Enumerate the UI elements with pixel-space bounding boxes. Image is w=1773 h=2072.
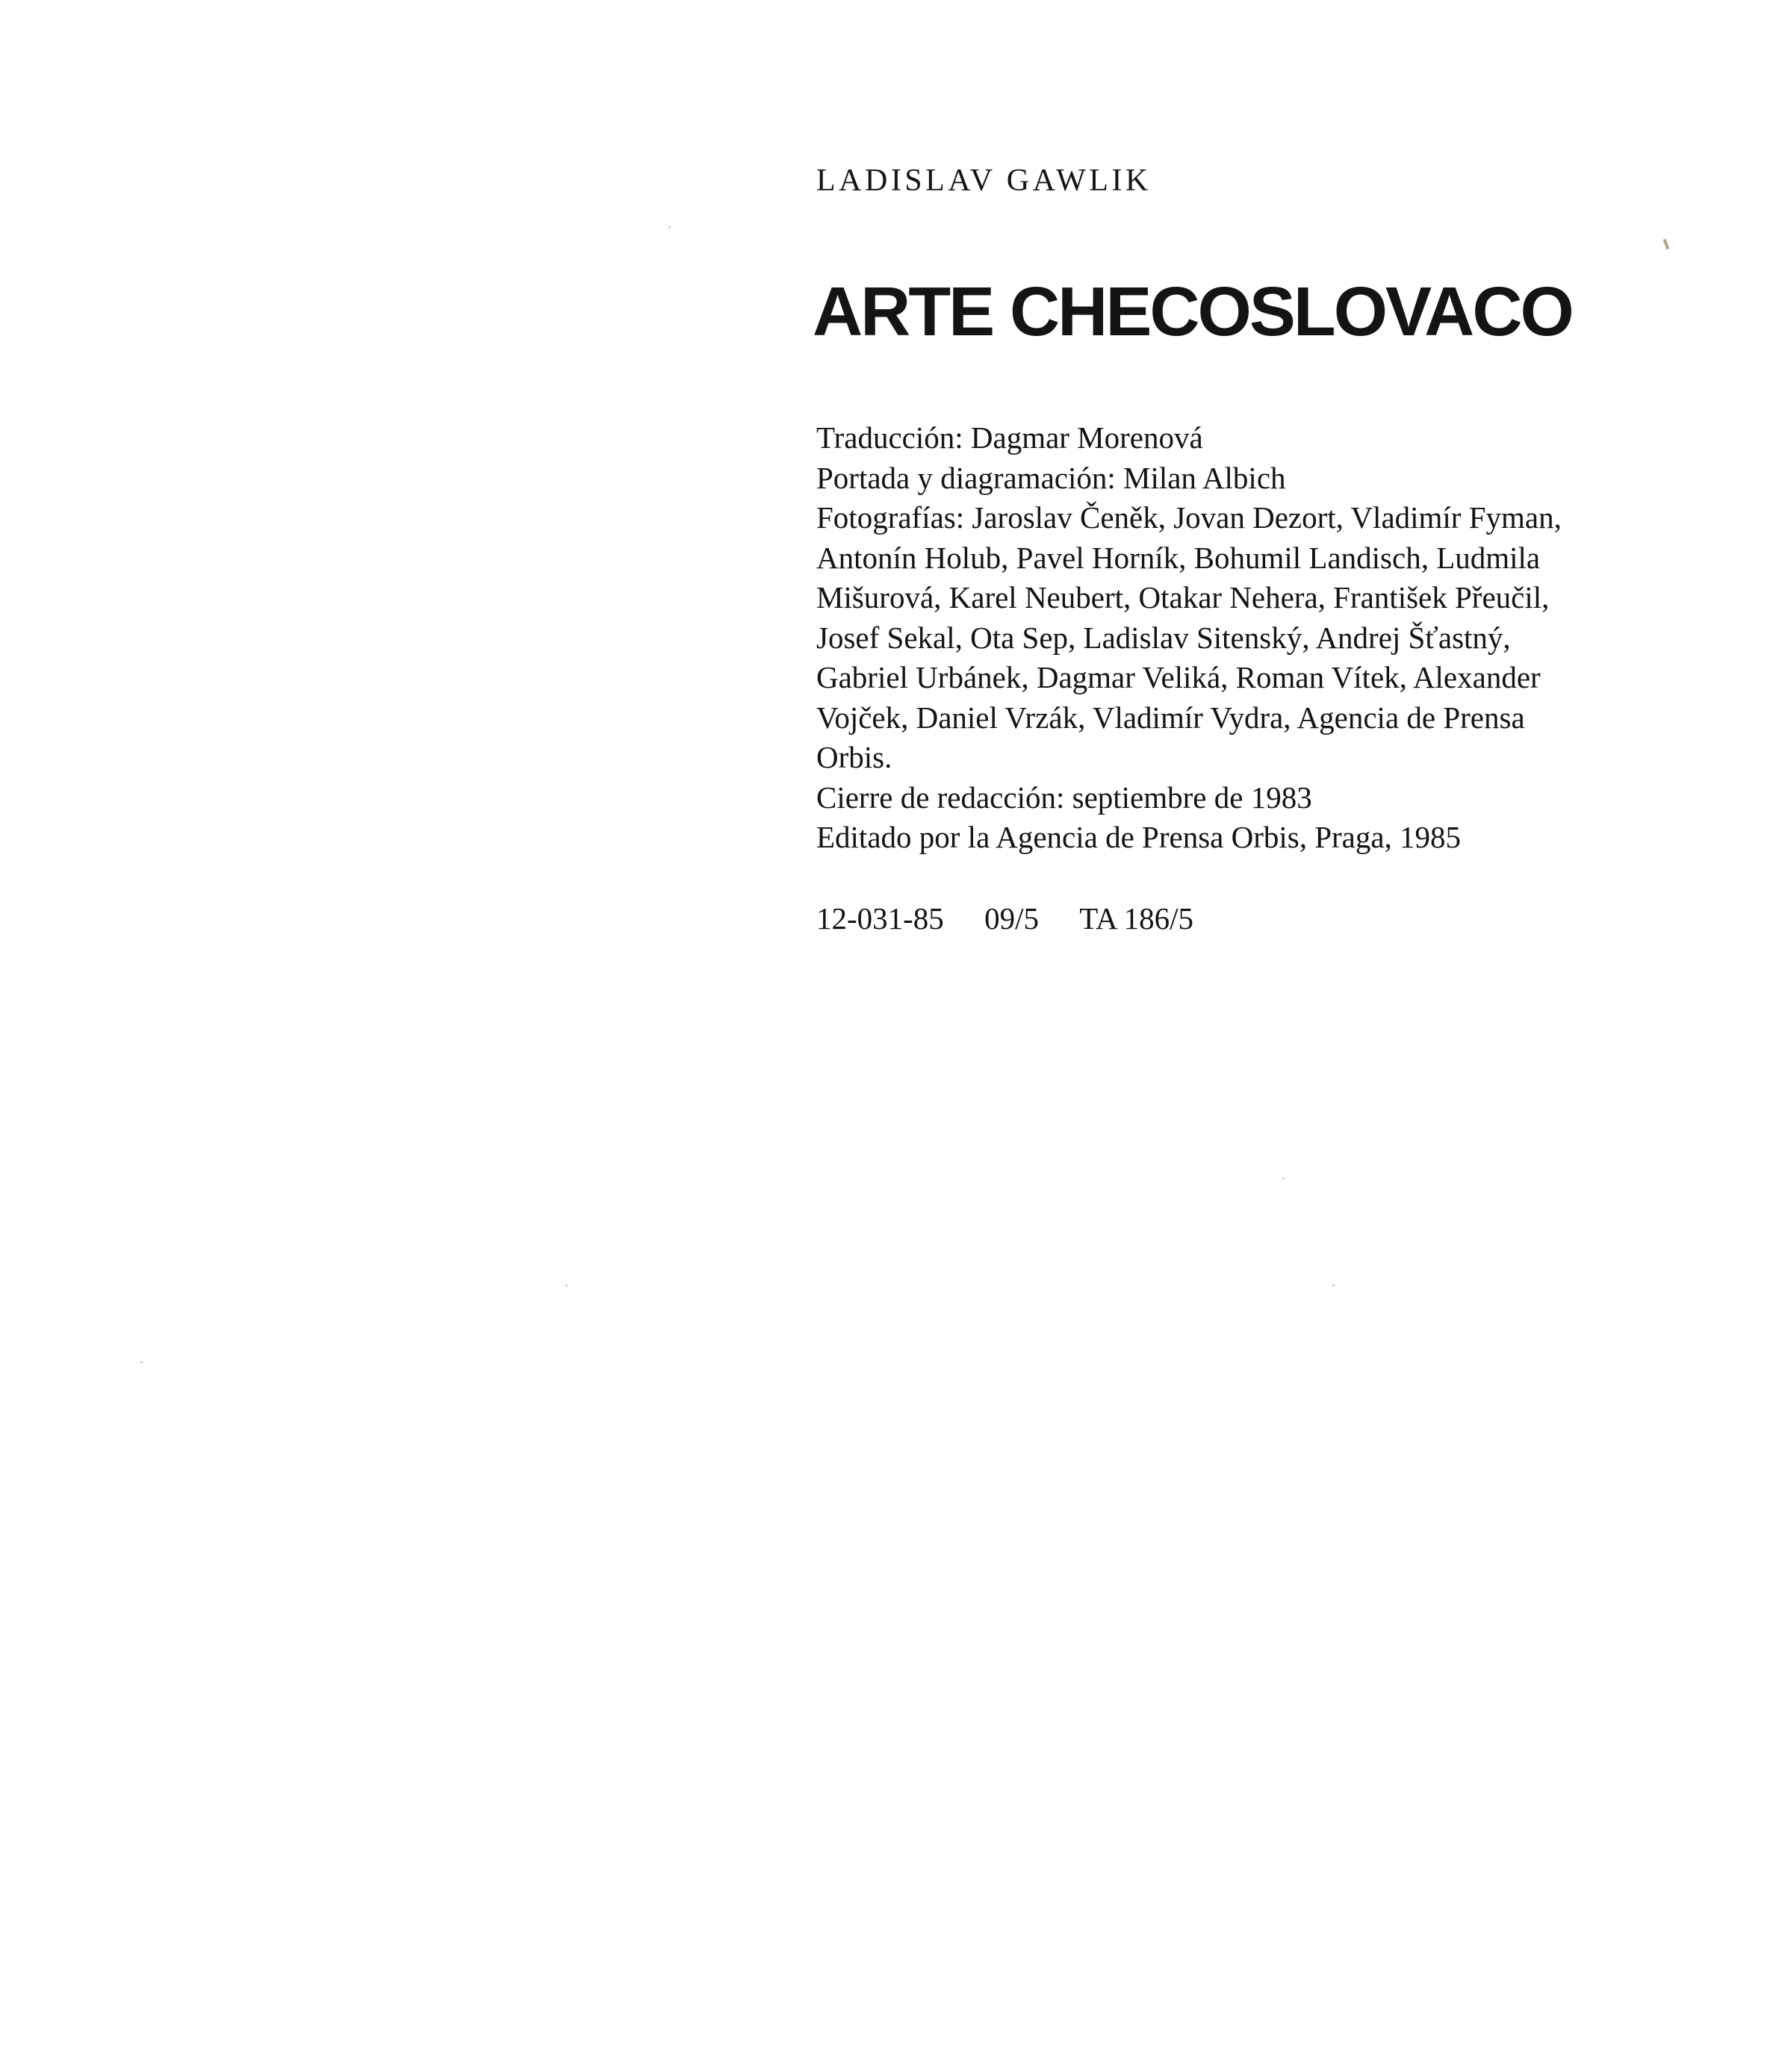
credit-line: Cierre de redacción: septiembre de 1983 — [816, 780, 1312, 815]
credit-line: Vojček, Daniel Vrzák, Vladimír Vydra, Agencia de Prensa — [816, 700, 1525, 735]
catalog-code: 12-031-85 — [816, 901, 944, 936]
catalog-codes — [816, 897, 1226, 939]
catalog-code: 09/5 — [984, 901, 1039, 936]
credit-line: Editado por la Agencia de Prensa Orbis, Praga, 1985 — [816, 820, 1462, 854]
print-mark — [1663, 239, 1670, 250]
credit-line: Orbis. — [816, 740, 892, 774]
credit-line: Fotografías: Jaroslav Čeněk, Jovan Dezort, Vladimír Fyman, — [816, 500, 1562, 535]
paper-speck — [1332, 1284, 1335, 1287]
paper-speck — [668, 226, 671, 228]
book-title: ARTE CHECOSLOVACO — [813, 273, 1572, 350]
paper-speck — [140, 1361, 143, 1363]
credit-line: Gabriel Urbánek, Dagmar Veliká, Roman Vítek, Alexander — [816, 660, 1541, 694]
credit-line: Portada y diagramación: Milan Albich — [816, 460, 1286, 495]
paper-speck — [1282, 1177, 1285, 1180]
author-name: LADISLAV GAWLIK — [816, 164, 1152, 198]
credits-block — [816, 418, 1713, 858]
credit-line: Traducción: Dagmar Morenová — [816, 420, 1203, 455]
credit-line: Josef Sekal, Ota Sep, Ladislav Sitenský, Andrej Šťastný, — [816, 620, 1511, 655]
credit-line: Mišurová, Karel Neubert, Otakar Nehera, František Přeučil, — [816, 580, 1550, 615]
paper-speck — [565, 1284, 568, 1287]
catalog-code: TA 186/5 — [1079, 901, 1193, 936]
credit-line: Antonín Holub, Pavel Horník, Bohumil Landisch, Ludmila — [816, 540, 1541, 575]
